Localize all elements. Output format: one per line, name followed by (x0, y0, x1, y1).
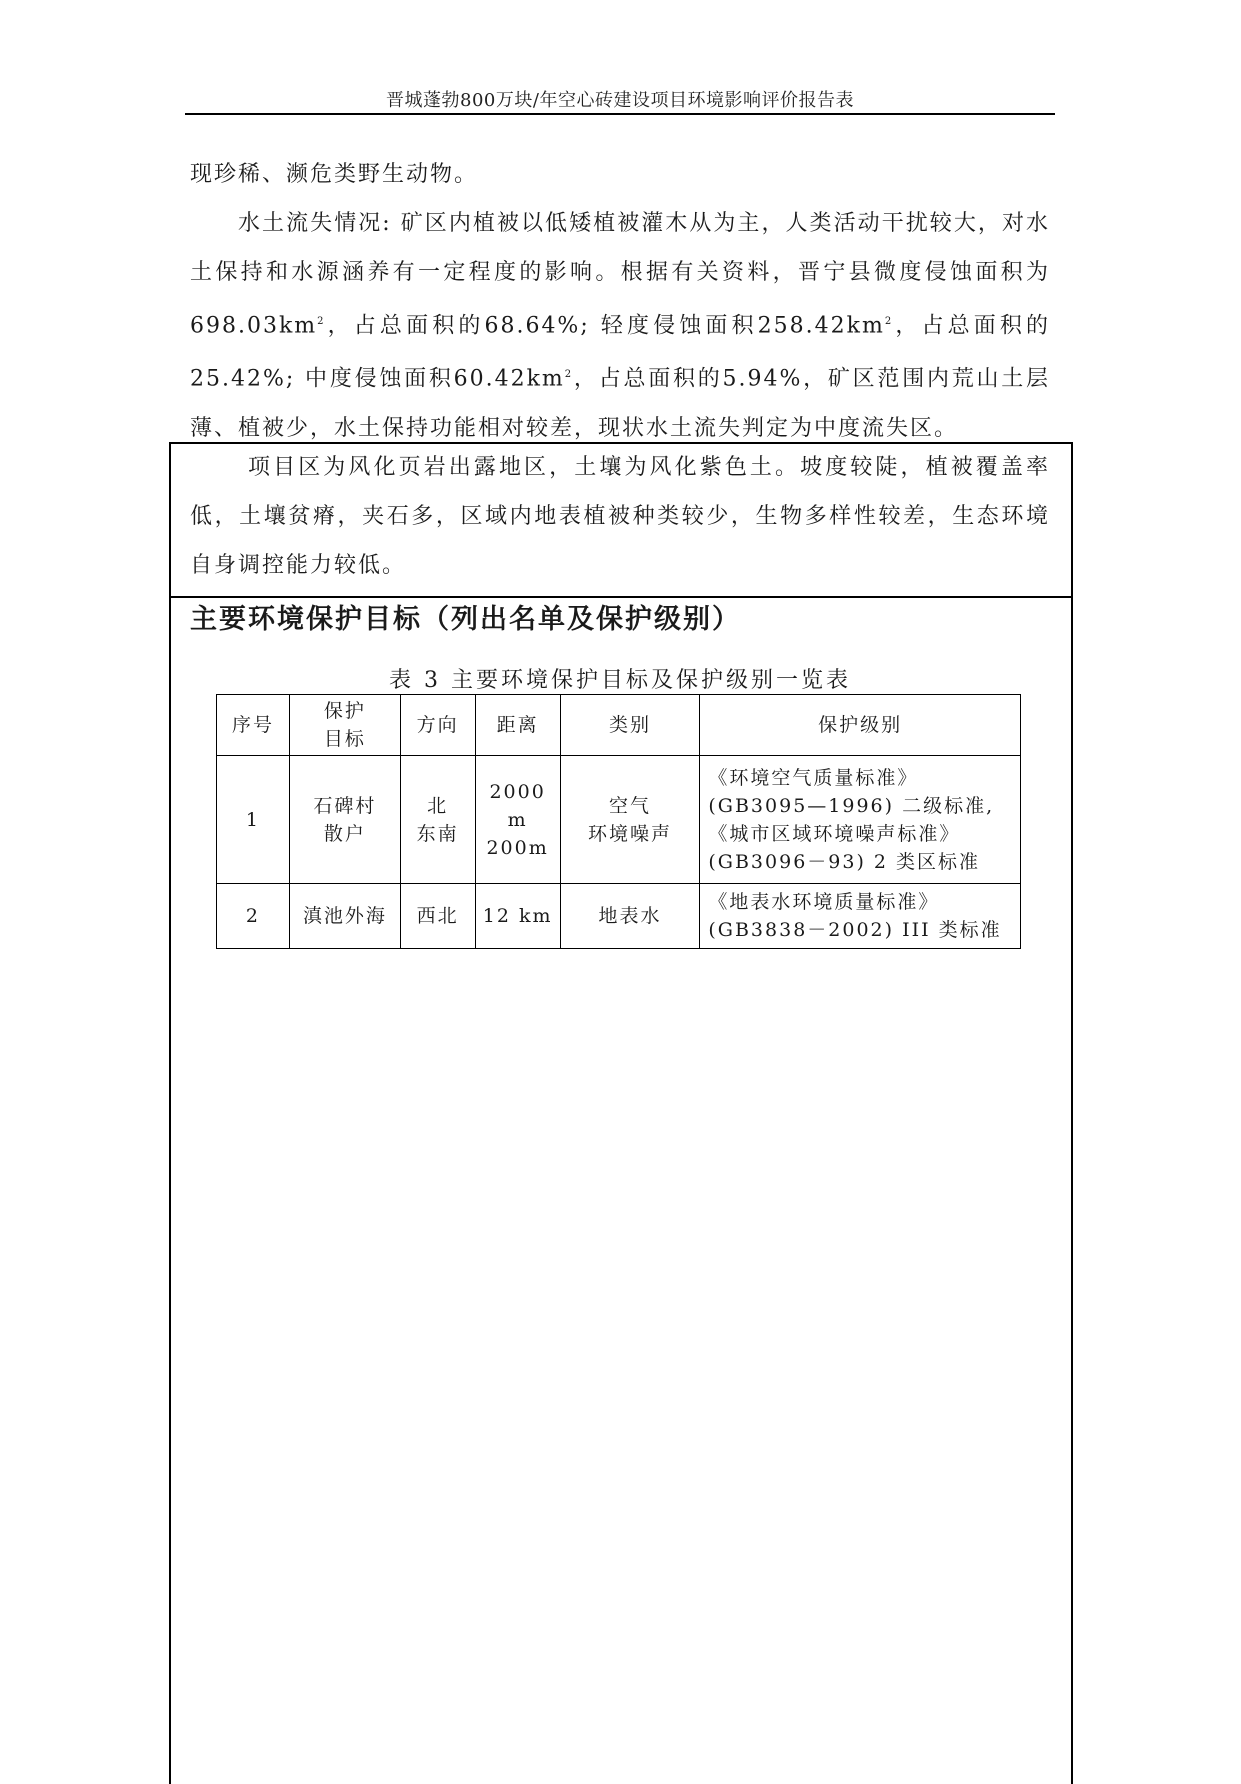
header-rule (185, 113, 1055, 115)
row1-distance-line2: m (507, 808, 528, 831)
row1-level (700, 756, 1021, 884)
section-title: 主要环境保护目标（列出名单及保护级别） (190, 604, 741, 635)
table-row (217, 884, 1021, 949)
paragraph-project-area: 项目区为风化页岩出露地区，土壤为风化紫色土。坡度较陡，植被覆盖率低，土壤贫瘠，夹石多，区域内地表植被种类较少，生物多样性较差，生态环境自身调控能力较低。 (190, 455, 1050, 578)
header-category: 类别 (560, 695, 700, 756)
row1-target-line2: 散户 (323, 822, 366, 845)
row1-direction-line1: 北 (427, 794, 449, 817)
row1-direction (400, 756, 475, 884)
row1-target (289, 756, 400, 884)
header-level: 保护级别 (700, 695, 1021, 756)
paragraph-wildlife: 现珍稀、濒危类野生动物。 (190, 162, 479, 187)
row2-level-line1: 《地表水环境质量标准》 (708, 891, 940, 913)
table-header-row (217, 695, 1021, 756)
row1-level-line3: 《城市区域环境噪声标准》 (708, 822, 961, 845)
erosion-text-d: ，占总面积的5.94%，矿区范围内荒山土层薄、植被少，水土保持功能相对较差，现状水土流失判定为中度流失区。 (190, 366, 1050, 441)
table-caption: 表 3 主要环境保护目标及保护级别一览表 (389, 668, 851, 693)
row1-category (560, 756, 700, 884)
superscript-2a: 2 (317, 316, 326, 327)
row2-level (700, 884, 1021, 949)
row1-distance-line1: 2000 (489, 780, 546, 803)
protection-targets-table (216, 694, 1021, 949)
page-header: 晋城蓬勃800万块/年空心砖建设项目环境影响评价报告表 (386, 90, 854, 111)
paragraph-soil-erosion (190, 199, 1050, 453)
row2-category: 地表水 (560, 884, 700, 949)
erosion-text-b: ，占总面积的68.64%; 轻度侵蚀面积258.42km (325, 313, 885, 339)
erosion-text-c: ，占总面积的25.42%; 中度侵蚀面积60.42km (190, 313, 1050, 392)
erosion-text-a: 水土流失情况: 矿区内植被以低矮植被灌木从为主，人类活动干扰较大，对水土保持和水源涵养有一定程度的影响。根据有关资料，晋宁县微度侵蚀面积为698.03km (190, 211, 1050, 339)
row1-level-line2: (GB3095—1996) 二级标准, (708, 794, 995, 817)
row2-target: 滇池外海 (289, 884, 400, 949)
superscript-2b: 2 (884, 316, 894, 327)
row2-level-line2: (GB3838－2002) III 类标准 (708, 919, 1002, 941)
content-frame (169, 442, 1073, 1784)
row1-level-line1: 《环境空气质量标准》 (708, 766, 919, 789)
table-row (217, 756, 1021, 884)
row1-category-line2: 环境噪声 (587, 822, 672, 845)
header-direction: 方向 (400, 695, 475, 756)
row1-level-line4: (GB3096－93) 2 类区标准 (708, 850, 981, 873)
row2-no: 2 (217, 884, 290, 949)
frame-divider (169, 596, 1071, 598)
row1-distance-line3: 200m (486, 836, 549, 859)
header-no: 序号 (217, 695, 290, 756)
row1-target-line1: 石碑村 (313, 794, 377, 817)
superscript-2c: 2 (564, 369, 574, 381)
row2-direction: 西北 (400, 884, 475, 949)
header-target-line2: 目标 (323, 728, 366, 750)
row1-category-line1: 空气 (608, 794, 651, 817)
row1-distance (475, 756, 560, 884)
header-target-line1: 保护 (323, 700, 366, 722)
header-distance: 距离 (475, 695, 560, 756)
row2-distance: 12 km (475, 884, 560, 949)
row1-direction-line2: 东南 (416, 822, 459, 845)
row1-no: 1 (217, 756, 290, 884)
header-target (289, 695, 400, 756)
